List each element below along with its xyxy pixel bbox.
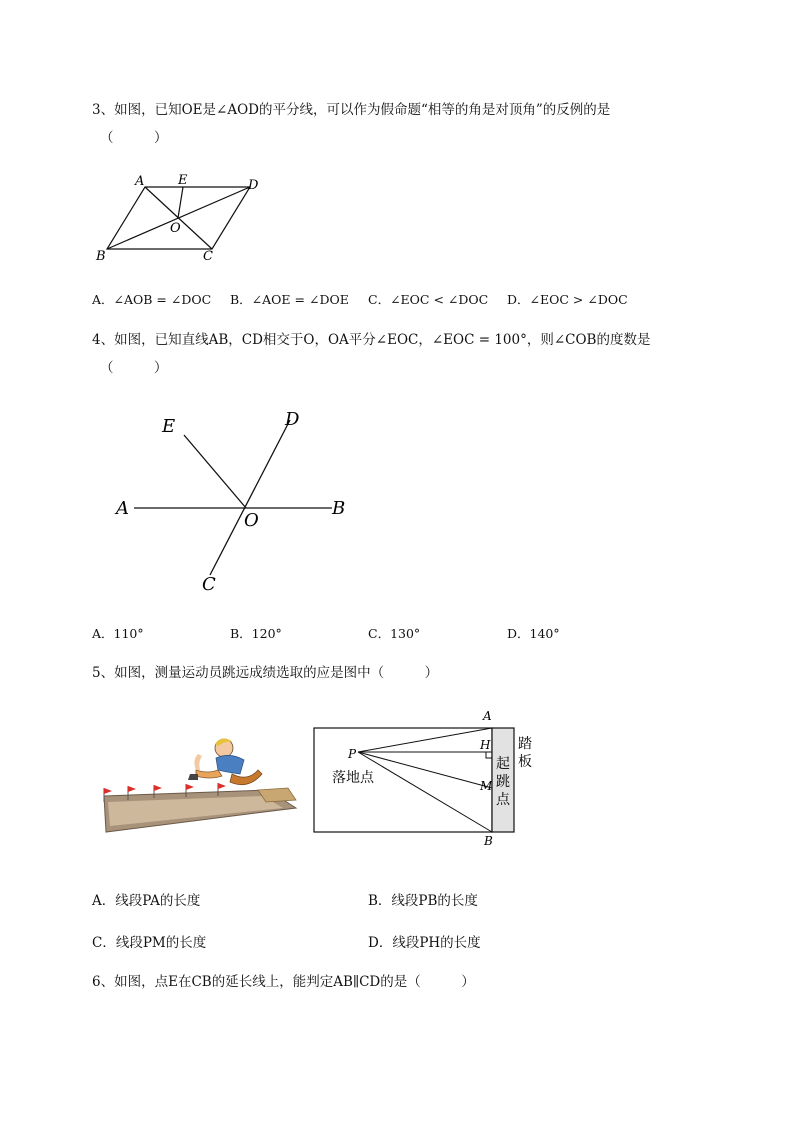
svg-text:起: 起	[496, 756, 510, 772]
q3-paren: （ ）	[100, 130, 168, 146]
q5-landing-label: 落地点	[332, 770, 374, 786]
q4-option-a: A．110°	[92, 626, 144, 641]
q3-label-c: C	[203, 249, 213, 264]
q5-stem: 5、如图，测量运动员跳远成绩选取的应是图中（ ）	[92, 665, 439, 681]
q5-label-m: M	[480, 779, 493, 793]
q5-option-a: A．线段PA的长度	[92, 893, 201, 909]
svg-text:点: 点	[496, 792, 510, 808]
q4-intersecting-lines-figure	[110, 400, 360, 600]
q5-option-c: C．线段PM的长度	[92, 935, 207, 951]
q3-option-d: D．∠EOC > ∠DOC	[507, 292, 628, 307]
long-jump-illustration	[98, 730, 298, 840]
svg-text:跳: 跳	[496, 774, 510, 790]
q3-stem: 3、如图，已知OE是∠AOD的平分线，可以作为假命题“相等的角是对顶角”的反例的是	[92, 102, 611, 118]
q3-label-d: D	[248, 178, 259, 193]
q4-label-d: D	[285, 409, 300, 430]
q4-label-b: B	[332, 498, 346, 519]
q3-option-c: C．∠EOC < ∠DOC	[368, 292, 489, 307]
q5-option-d: D．线段PH的长度	[368, 935, 481, 951]
q4-label-e: E	[162, 416, 176, 437]
svg-text:踏: 踏	[518, 736, 532, 752]
q4-option-b: B．120°	[230, 626, 282, 641]
q4-option-c: C．130°	[368, 626, 421, 641]
q4-label-o: O	[244, 510, 259, 531]
q5-label-a: A	[483, 709, 492, 723]
q5-label-b: B	[484, 834, 493, 848]
q4-label-c: C	[202, 574, 216, 595]
q4-paren: （ ）	[100, 360, 168, 376]
q3-parallelogram-figure	[92, 170, 272, 265]
q3-label-e: E	[178, 173, 188, 188]
q5-option-b: B．线段PB的长度	[368, 893, 478, 909]
q3-label-b: B	[96, 249, 106, 264]
q3-label-o: O	[170, 221, 181, 236]
q5-label-h: H	[480, 738, 491, 752]
q5-measurement-diagram	[310, 708, 550, 850]
q3-label-a: A	[135, 174, 145, 189]
q4-stem: 4、如图，已知直线AB，CD相交于O，OA平分∠EOC，∠EOC = 100°，则∠COB的度数是	[92, 332, 651, 348]
q3-option-b: B．∠AOE = ∠DOE	[230, 292, 349, 307]
q4-option-d: D．140°	[507, 626, 560, 641]
svg-text:板: 板	[518, 754, 532, 770]
q4-label-a: A	[116, 498, 129, 519]
q3-option-a: A．∠AOB = ∠DOC	[92, 292, 212, 307]
q5-board-label	[518, 735, 532, 770]
q5-takeoff-label	[496, 755, 511, 808]
q5-label-p: P	[348, 747, 357, 761]
q6-stem: 6、如图，点E在CB的延长线上，能判定AB∥CD的是（ ）	[92, 974, 475, 990]
